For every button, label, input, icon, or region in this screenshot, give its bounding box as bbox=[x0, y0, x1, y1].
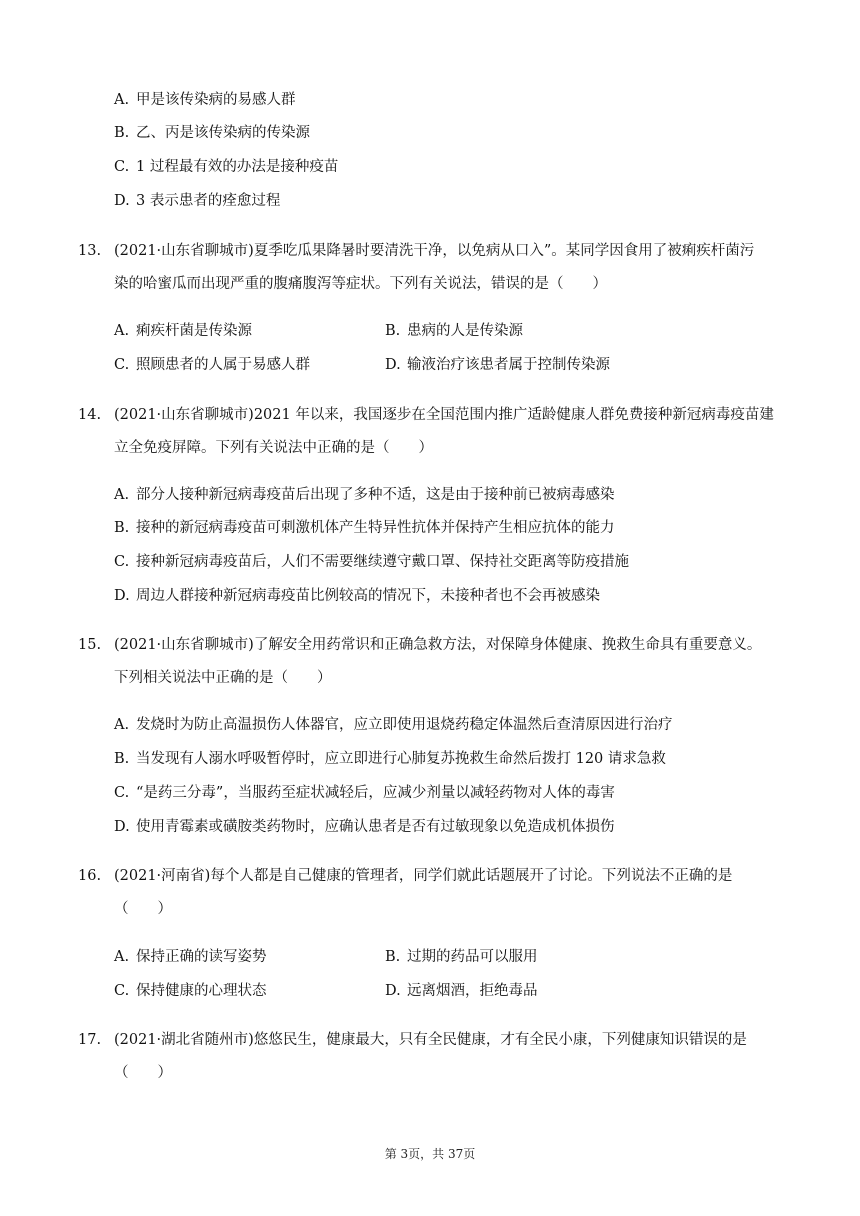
question-number: 17. bbox=[78, 1032, 102, 1048]
question-stem: 染的哈蜜瓜而出现严重的腹痛腹泻等症状。下列有关说法，错误的是（ ） bbox=[114, 276, 607, 292]
option bbox=[385, 355, 610, 375]
option-text: 部分人接种新冠病毒疫苗后出现了多种不适，这是由于接种前已被病毒感染 bbox=[136, 487, 615, 503]
option-letter: A. bbox=[114, 949, 130, 965]
option bbox=[114, 586, 600, 606]
option-text: 甲是该传染病的易感人群 bbox=[136, 92, 296, 108]
option-letter: D. bbox=[114, 588, 130, 604]
option-text: 使用青霉素或磺胺类药物时，应确认患者是否有过敏现象以免造成机体损伤 bbox=[136, 819, 615, 835]
option-letter: D. bbox=[385, 357, 401, 373]
option-text: 接种新冠病毒疫苗后，人们不需要继续遵守戴口罩、保持社交距离等防疫措施 bbox=[136, 554, 629, 570]
option bbox=[114, 749, 666, 769]
option bbox=[385, 981, 538, 1001]
option-text: 乙、丙是该传染病的传染源 bbox=[136, 125, 310, 141]
option-letter: B. bbox=[114, 520, 130, 536]
prev-option bbox=[114, 123, 310, 143]
question-number: 16. bbox=[78, 868, 102, 884]
option-letter: C. bbox=[114, 785, 130, 801]
option-letter: B. bbox=[385, 323, 401, 339]
question-stem: （ ） bbox=[114, 901, 172, 917]
option-letter: D. bbox=[114, 819, 130, 835]
option-text: 患病的人是传染源 bbox=[407, 323, 523, 339]
option-text: 接种的新冠病毒疫苗可刺激机体产生特异性抗体并保持产生相应抗体的能力 bbox=[136, 520, 615, 536]
option-letter: A. bbox=[114, 92, 130, 108]
option-text: 3 表示患者的痊愈过程 bbox=[136, 193, 281, 209]
option-text: 输液治疗该患者属于控制传染源 bbox=[407, 357, 610, 373]
option-text: 远离烟酒，拒绝毒品 bbox=[407, 983, 538, 999]
option bbox=[114, 321, 252, 341]
prev-option bbox=[114, 90, 296, 110]
question-stem: (2021·山东省聊城市)2021 年以来，我国逐步在全国范围内推广适龄健康人群免费接种新冠病毒疫苗建 bbox=[114, 407, 774, 423]
question-stem: (2021·湖北省随州市)悠悠民生，健康最大，只有全民健康，才有全民小康，下列健康知识错误的是 bbox=[114, 1032, 747, 1048]
option bbox=[114, 552, 629, 572]
question-stem: (2021·山东省聊城市)了解安全用药常识和正确急救方法，对保障身体健康、挽救生命具有重要意义。 bbox=[114, 637, 762, 653]
option bbox=[114, 355, 310, 375]
option-letter: A. bbox=[114, 323, 130, 339]
option bbox=[114, 715, 673, 735]
option bbox=[114, 817, 615, 837]
option-text: 1 过程最有效的办法是接种疫苗 bbox=[136, 159, 339, 175]
option bbox=[114, 783, 615, 803]
option-letter: A. bbox=[114, 717, 130, 733]
option-text: “是药三分毒”，当服药至症状减轻后，应减少剂量以减轻药物对人体的毒害 bbox=[136, 785, 615, 801]
option bbox=[114, 485, 615, 505]
option-letter: C. bbox=[114, 983, 130, 999]
option-letter: B. bbox=[114, 751, 130, 767]
question-number: 14. bbox=[78, 407, 102, 423]
option-text: 过期的药品可以服用 bbox=[407, 949, 538, 965]
option-letter: D. bbox=[114, 193, 130, 209]
option bbox=[114, 947, 267, 967]
question-stem: (2021·河南省)每个人都是自己健康的管理者，同学们就此话题展开了讨论。下列说法不正确的是 bbox=[114, 868, 733, 884]
option-text: 发烧时为防止高温损伤人体器官，应立即使用退烧药稳定体温然后查清原因进行治疗 bbox=[136, 717, 673, 733]
option-text: 周边人群接种新冠病毒疫苗比例较高的情况下，未接种者也不会再被感染 bbox=[136, 588, 600, 604]
question-stem: （ ） bbox=[114, 1065, 172, 1081]
question-stem: 立全免疫屏障。下列有关说法中正确的是（ ） bbox=[114, 440, 433, 456]
option-letter: C. bbox=[114, 357, 130, 373]
option-text: 保持正确的读写姿势 bbox=[136, 949, 267, 965]
option bbox=[114, 518, 615, 538]
question-number: 15. bbox=[78, 637, 102, 653]
option-text: 照顾患者的人属于易感人群 bbox=[136, 357, 310, 373]
option-text: 痢疾杆菌是传染源 bbox=[136, 323, 252, 339]
prev-option bbox=[114, 191, 280, 211]
option-letter: B. bbox=[114, 125, 130, 141]
option-letter: C. bbox=[114, 554, 130, 570]
question-number: 13. bbox=[78, 243, 102, 259]
question-stem: (2021·山东省聊城市)夏季吃瓜果降暑时要清洗干净，以免病从口入”。某同学因食用了被痢疾杆菌污 bbox=[114, 243, 755, 259]
prev-option bbox=[114, 157, 338, 177]
option-letter: B. bbox=[385, 949, 401, 965]
option bbox=[385, 321, 523, 341]
option-letter: C. bbox=[114, 159, 130, 175]
page-footer: 第 3页，共 37页 bbox=[384, 1147, 476, 1161]
option bbox=[114, 981, 267, 1001]
option-text: 保持健康的心理状态 bbox=[136, 983, 267, 999]
option-letter: A. bbox=[114, 487, 130, 503]
option-letter: D. bbox=[385, 983, 401, 999]
question-stem: 下列相关说法中正确的是（ ） bbox=[114, 670, 332, 686]
option bbox=[385, 947, 538, 967]
option-text: 当发现有人溺水呼吸暂停时，应立即进行心肺复苏挽救生命然后拨打 120 请求急救 bbox=[136, 751, 666, 767]
